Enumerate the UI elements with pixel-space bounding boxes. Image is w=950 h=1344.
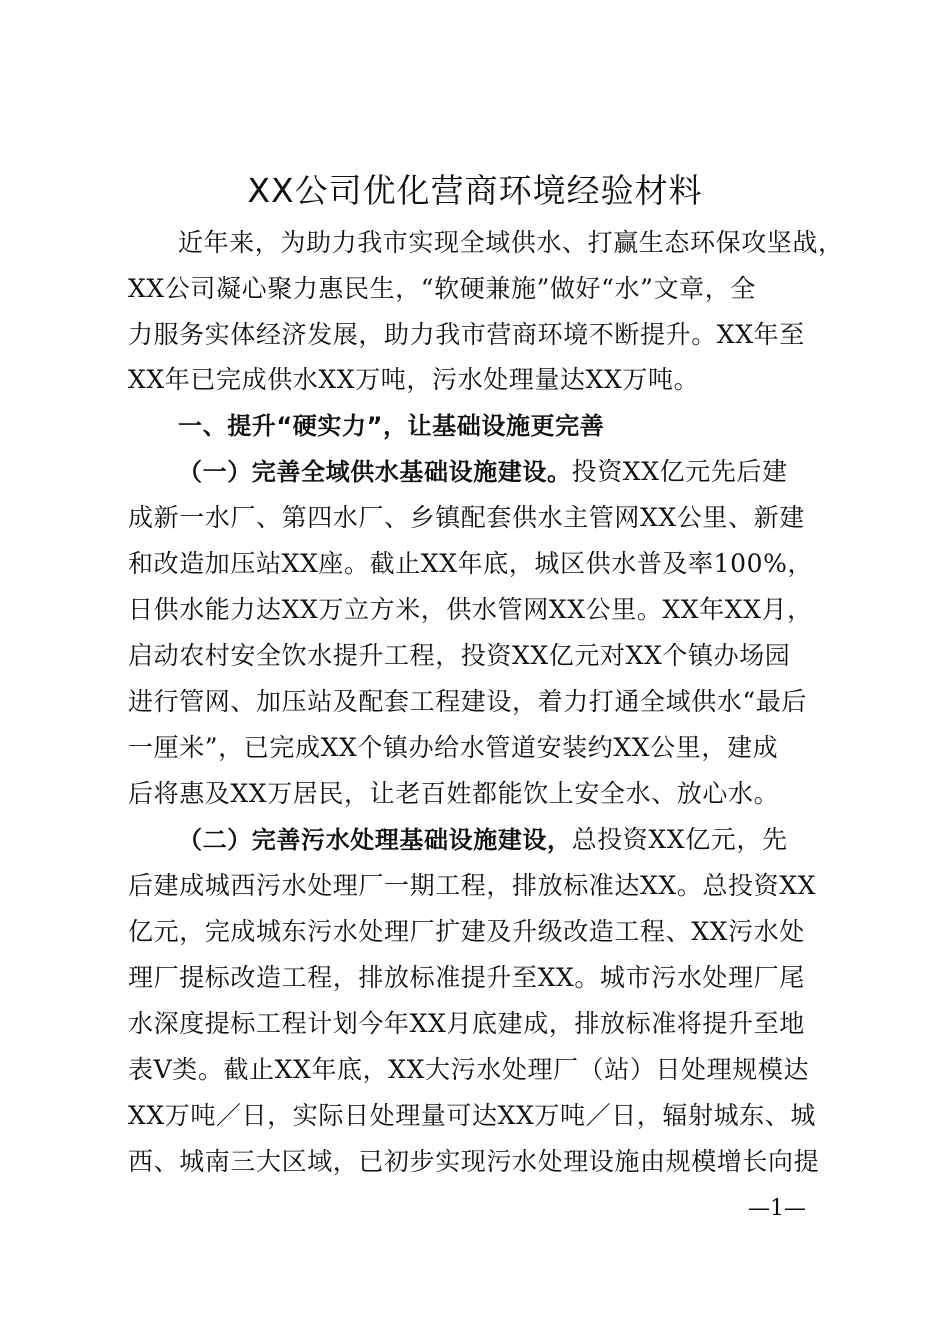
- intro-line-3: 力服务实体经济发展，助力我市营商环境不断提升。XX年至: [128, 320, 805, 349]
- sub1-line-3: 和改造加压站XX座。截止XX年底，城区供水普及率100%，: [128, 549, 814, 578]
- sub1-lead: （一）完善全域供水基础设施建设。: [178, 458, 572, 486]
- sub2-line-7: XX万吨／日，实际日处理量可达XX万吨／日，辐射城东、城: [128, 1101, 816, 1130]
- sub1-first-line: [178, 450, 788, 494]
- sub2-line-5: 水深度提标工程计划今年XX月底建成，排放标准将提升至地: [128, 1009, 805, 1038]
- page-number: —1—: [748, 1196, 806, 1221]
- sub1-line-7: 一厘米”，已完成XX个镇办给水管道安装约XX公里，建成: [128, 733, 779, 762]
- section-1-heading: 一、提升“硬实力”，让基础设施更完善: [178, 412, 605, 440]
- sub2-first-line-rest: 总投资XX亿元，先: [571, 825, 788, 854]
- sub2-line-3: 亿元，完成城东污水处理厂扩建及升级改造工程、XX污水处: [128, 917, 805, 946]
- sub1-line-6: 进行管网、加压站及配套工程建设，着力打通全域供水“最后: [128, 687, 807, 716]
- sub1-line-2: 成新一水厂、第四水厂、乡镇配套供水主管网XX公里、新建: [128, 503, 805, 532]
- intro-line-2: XX公司凝心聚力惠民生，“软硬兼施”做好“水”文章，全: [128, 274, 756, 303]
- sub1-first-line-rest: 投资XX亿元先后建: [571, 457, 788, 486]
- sub2-first-line: [178, 818, 788, 862]
- intro-line-4: XX年已完成供水XX万吨，污水处理量达XX万吨。: [128, 365, 700, 394]
- sub2-line-6: 表Ⅴ类。截止XX年底，XX大污水处理厂（站）日处理规模达: [128, 1055, 810, 1084]
- sub1-line-4: 日供水能力达XX万立方米，供水管网XX公里。XX年XX月，: [128, 595, 813, 624]
- sub2-line-4: 理厂提标改造工程，排放标准提升至XX。城市污水处理厂尾: [128, 963, 805, 992]
- sub2-line-2: 后建成城西污水处理厂一期工程，排放标准达XX。总投资XX: [128, 871, 816, 900]
- document-title: XX公司优化营商环境经验材料: [247, 171, 703, 210]
- sub1-line-5: 启动农村安全饮水提升工程，投资XX亿元对XX个镇办场园: [128, 641, 791, 670]
- sub2-line-8: 西、城南三大区域，已初步实现污水处理设施由规模增长向提: [128, 1147, 820, 1176]
- sub1-line-8: 后将惠及XX万居民，让老百姓都能饮上安全水、放心水。: [128, 779, 780, 808]
- sub2-lead: （二）完善污水处理基础设施建设，: [178, 826, 572, 854]
- intro-line-1: 近年来，为助力我市实现全域供水、打赢生态环保攻坚战，: [178, 228, 844, 257]
